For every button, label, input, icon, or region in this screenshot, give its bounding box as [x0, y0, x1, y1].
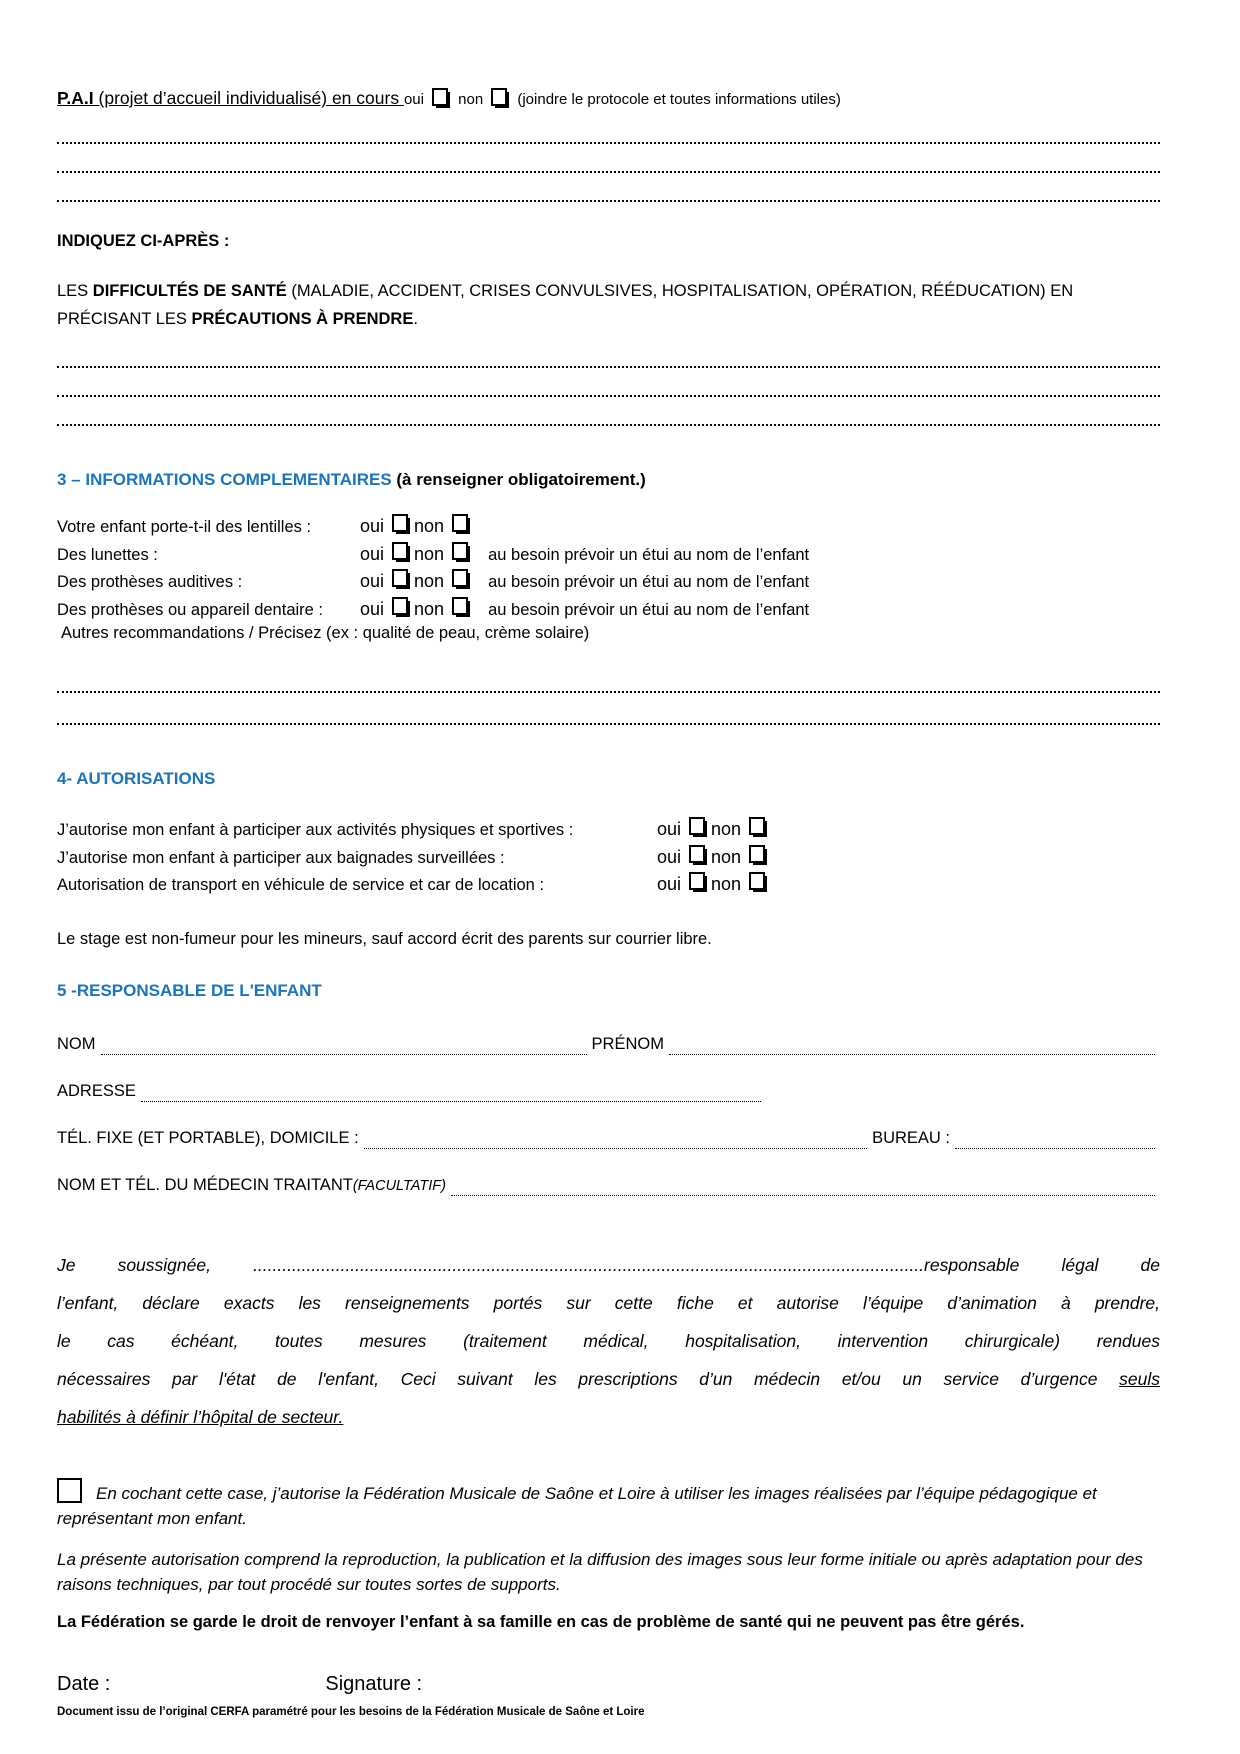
section3-title: INFORMATIONS COMPLEMENTAIRES: [85, 470, 392, 489]
declaration-text: Je soussignée, ..........................................................................................................................................responsable légal de: [57, 1254, 1160, 1275]
difficultes-paragraph: [57, 277, 1160, 333]
lunettes-oui-checkbox[interactable]: [392, 542, 408, 560]
non-label: non: [414, 571, 445, 591]
appareil-dentaire-non-checkbox[interactable]: [452, 597, 468, 615]
date-label: Date :: [57, 1672, 111, 1695]
pai-write-area: [57, 115, 1160, 202]
pai-non-checkbox[interactable]: [491, 88, 507, 106]
section4-title: 4- AUTORISATIONS: [57, 769, 216, 788]
activites-label: J’autorise mon enfant à participer aux activités physiques et sportives :: [57, 821, 574, 839]
lunettes-note: au besoin prévoir un étui au nom de l’enfant: [488, 545, 810, 564]
appareil-dentaire-label: Des prothèses ou appareil dentaire :: [57, 600, 323, 619]
oui-label: oui: [657, 874, 682, 894]
write-line[interactable]: [57, 173, 1160, 202]
difficultes-write-area: [57, 339, 1160, 426]
appareil-dentaire-note: au besoin prévoir un étui au nom de l’enfant: [488, 600, 810, 619]
declaration-paragraph: [57, 1246, 1160, 1436]
renvoi-warning: La Fédération se garde le droit de renvoyer l’enfant à sa famille en cas de problème de santé qui ne peuvent pas être gérés.: [57, 1612, 1025, 1631]
difficultes-text-3: .: [413, 310, 418, 328]
write-line[interactable]: [57, 397, 1160, 426]
oui-label: oui: [360, 571, 385, 591]
nom-field[interactable]: [101, 1051, 587, 1055]
autorisation-reproduction-paragraph: La présente autorisation comprend la reproduction, la publication et la diffusion des images sous leur forme initiale ou après adaptation pour des raisons techniques, par tout procédé sur toutes sortes de supports.: [57, 1549, 1143, 1594]
declaration-underlined: habilités à définir l’hôpital de secteur.: [57, 1406, 344, 1427]
section3-suffix: (à renseigner obligatoirement.): [391, 470, 646, 489]
tel-bureau-field[interactable]: [955, 1145, 1155, 1149]
tel-fixe-label: TÉL. FIXE (ET PORTABLE), DOMICILE :: [57, 1128, 359, 1147]
lunettes-non-checkbox[interactable]: [452, 542, 468, 560]
row-activites-sportives: [57, 817, 1160, 845]
section3-heading: [57, 470, 1160, 490]
appareil-dentaire-oui-checkbox[interactable]: [392, 597, 408, 615]
autres-write-area: [57, 661, 1160, 725]
section4-rows: [57, 817, 1160, 900]
tel-domicile-field[interactable]: [364, 1145, 867, 1149]
declaration-line: [57, 1246, 1160, 1284]
oui-label: oui: [657, 819, 682, 839]
prenom-label: PRÉNOM: [591, 1034, 664, 1053]
non-label: non: [414, 516, 445, 536]
section5-heading: [57, 981, 1160, 1001]
difficultes-bold-1: DIFFICULTÉS DE SANTÉ: [92, 282, 287, 300]
date-signature-row: [57, 1673, 1160, 1696]
indiquez-heading: INDIQUEZ CI-APRÈS :: [57, 232, 230, 250]
section3-number: 3 –: [57, 470, 86, 489]
protheses-auditives-note: au besoin prévoir un étui au nom de l’enfant: [488, 573, 810, 591]
adresse-label: ADRESSE: [57, 1081, 136, 1100]
section3-rows: [57, 514, 1160, 651]
non-label: non: [711, 874, 742, 894]
lentilles-oui-checkbox[interactable]: [392, 514, 408, 532]
facultatif-label: (FACULTATIF): [352, 1177, 446, 1194]
baignades-label: J’autorise mon enfant à participer aux baignades surveillées :: [57, 848, 505, 867]
lentilles-label: Votre enfant porte-t-il des lentilles :: [57, 518, 312, 536]
transport-non-checkbox[interactable]: [749, 872, 765, 890]
oui-label: oui: [360, 598, 385, 619]
row-appareil-dentaire: [57, 597, 1160, 625]
declaration-line: [57, 1284, 1160, 1322]
stage-non-fumeur-note: Le stage est non-fumeur pour les mineurs, sauf accord écrit des parents sur courrier libre.: [57, 929, 712, 948]
pai-oui-checkbox[interactable]: [432, 88, 448, 106]
pai-oui-label: oui: [403, 91, 424, 108]
difficultes-bold-2: PRÉCAUTIONS À PRENDRE: [191, 310, 414, 328]
image-consent-text: En cochant cette case, j’autorise la Fédération Musicale de Saône et Loire à utiliser les images réalisées par l’équipe pédagogique et représentant mon enfant.: [57, 1483, 1097, 1528]
oui-label: oui: [360, 543, 385, 564]
write-line[interactable]: [57, 368, 1160, 397]
nom-prenom-row: [57, 1035, 1160, 1055]
write-line[interactable]: [57, 115, 1160, 144]
medecin-label: NOM ET TÉL. DU MÉDECIN TRAITANT: [57, 1175, 353, 1194]
pai-line: [57, 88, 1160, 109]
write-line[interactable]: [57, 661, 1160, 693]
write-line[interactable]: [57, 144, 1160, 173]
row-lentilles: [57, 514, 1160, 542]
bureau-label: BUREAU :: [872, 1128, 950, 1147]
non-label: non: [414, 598, 445, 619]
medecin-field[interactable]: [451, 1192, 1155, 1196]
adresse-row: [57, 1082, 1160, 1102]
row-lunettes: [57, 542, 1160, 570]
footer-note: Document issu de l’original CERFA paramétré pour les besoins de la Fédération Musicale de Saône et Loire: [57, 1706, 645, 1718]
autres-recommandations-label: Autres recommandations / Précisez (ex : qualité de peau, crème solaire): [61, 624, 590, 642]
activites-non-checkbox[interactable]: [749, 817, 765, 835]
pai-non-label: non: [458, 91, 484, 108]
lunettes-label: Des lunettes :: [57, 545, 158, 564]
declaration-text: le cas échéant, toutes mesures (traitement médical, hospitalisation, intervention chirurgicale) rendues: [57, 1330, 1160, 1351]
declaration-line: [57, 1360, 1160, 1398]
oui-label: oui: [657, 846, 682, 867]
oui-label: oui: [360, 516, 385, 536]
section5-title: 5 -RESPONSABLE DE L'ENFANT: [57, 980, 322, 1000]
pai-title: P.A.I: [57, 88, 94, 108]
non-label: non: [414, 543, 445, 564]
pai-note: (joindre le protocole et toutes informations utiles): [517, 91, 841, 108]
baignades-non-checkbox[interactable]: [749, 845, 765, 863]
nom-label: NOM: [57, 1034, 96, 1053]
row-transport: [57, 872, 1160, 900]
row-protheses-auditives: [57, 569, 1160, 597]
difficultes-text-2: (MALADIE, ACCIDENT, CRISES CONVULSIVES, HOSPITALISATION, OPÉRATION, RÉÉDUCATION) EN PRÉCISANT LES: [57, 282, 1074, 328]
protheses-auditives-non-checkbox[interactable]: [452, 569, 468, 587]
image-consent-checkbox[interactable]: [57, 1478, 82, 1503]
transport-oui-checkbox[interactable]: [689, 872, 705, 890]
lentilles-non-checkbox[interactable]: [452, 514, 468, 532]
telephone-row: [57, 1129, 1160, 1149]
section4-heading: [57, 769, 1160, 789]
image-consent-paragraph: [57, 1478, 1160, 1531]
write-line[interactable]: [57, 339, 1160, 368]
declaration-line: [57, 1322, 1160, 1360]
protheses-auditives-label: Des prothèses auditives :: [57, 573, 243, 591]
pai-subtitle: (projet d’accueil individualisé) en cours: [93, 88, 404, 108]
row-baignades: [57, 845, 1160, 873]
non-label: non: [711, 846, 742, 867]
signature-label: Signature :: [325, 1672, 423, 1695]
protheses-auditives-oui-checkbox[interactable]: [392, 569, 408, 587]
declaration-underlined: seuls: [1119, 1368, 1160, 1389]
adresse-field[interactable]: [141, 1098, 761, 1102]
declaration-text: nécessaires par l'état de l'enfant, Ceci suivant les prescriptions d’un médecin et/ou un service d’urgence: [57, 1368, 1120, 1389]
activites-oui-checkbox[interactable]: [689, 817, 705, 835]
difficultes-text: LES: [57, 282, 93, 300]
medecin-row: [57, 1176, 1160, 1196]
declaration-line: [57, 1398, 1160, 1436]
non-label: non: [711, 819, 742, 839]
write-line[interactable]: [57, 693, 1160, 725]
baignades-oui-checkbox[interactable]: [689, 845, 705, 863]
transport-label: Autorisation de transport en véhicule de service et car de location :: [57, 876, 545, 894]
prenom-field[interactable]: [669, 1051, 1155, 1055]
declaration-text: l’enfant, déclare exacts les renseignements portés sur cette fiche et autorise l’équipe d’animation à prendre,: [57, 1292, 1160, 1313]
